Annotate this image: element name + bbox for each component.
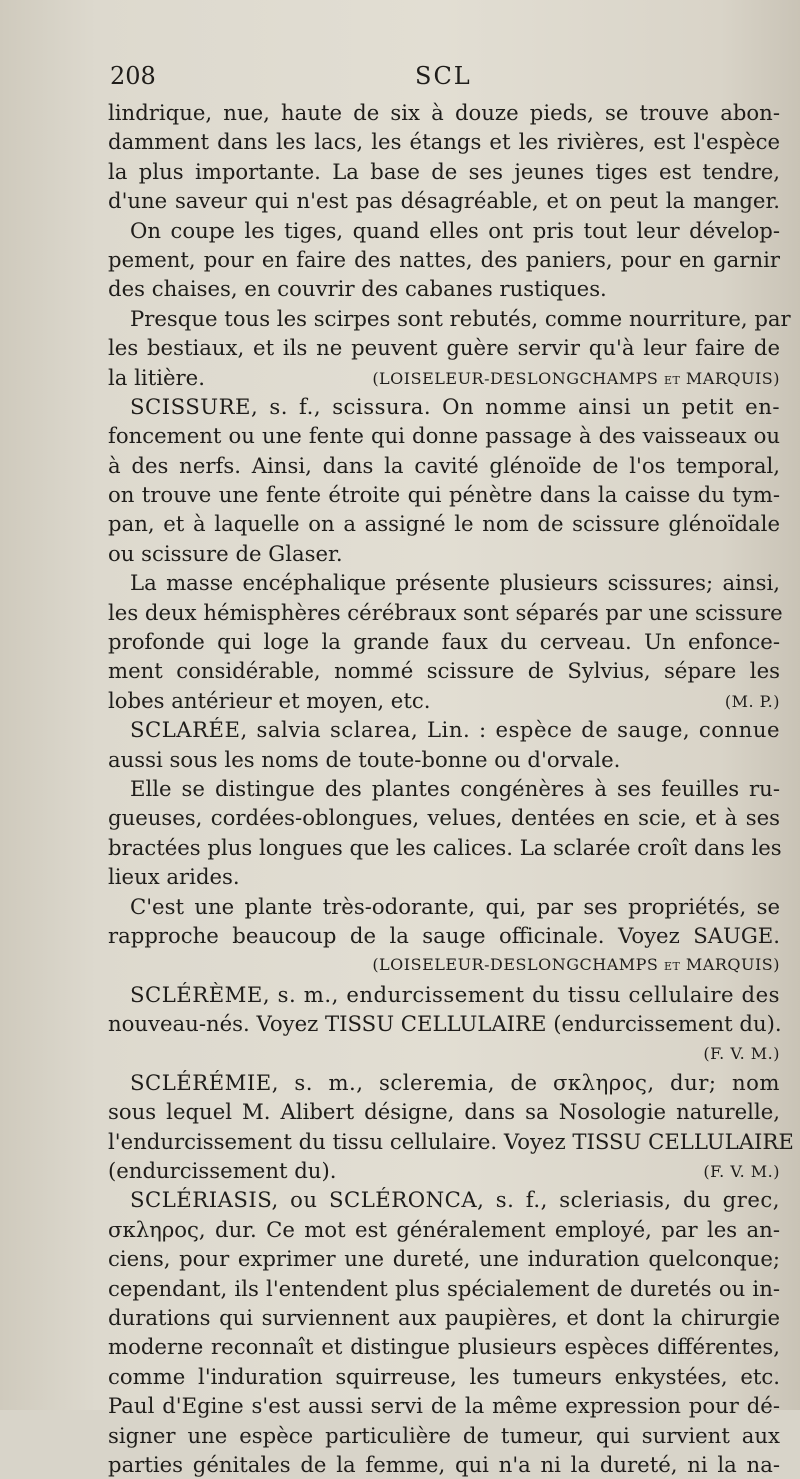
text-line: La masse encéphalique présente plusieurs scissures; ainsi, bbox=[130, 570, 780, 596]
text-line: ment considérable, nommé scissure de Sylvius, sépare les bbox=[108, 658, 780, 684]
running-head: SCL bbox=[415, 62, 472, 90]
page-number: 208 bbox=[110, 62, 156, 90]
text-line: nouveau-nés. Voyez TISSU CELLULAIRE (endurcissement du). bbox=[108, 1011, 782, 1037]
text-line: rapproche beaucoup de la sauge officinale. Voyez SAUGE. bbox=[108, 922, 780, 948]
text-line: ciens, pour exprimer une dureté, une induration quelconque; bbox=[108, 1246, 780, 1272]
text-line: moderne reconnaît et distingue plusieurs espèces différentes, bbox=[108, 1334, 780, 1360]
author-attribution: (F. V. M.) bbox=[703, 1162, 780, 1182]
text-line: profonde qui loge la grande faux du cerveau. Un enfonce- bbox=[108, 629, 780, 655]
text-line: On coupe les tiges, quand elles ont pris tout leur dévelop- bbox=[130, 217, 780, 243]
entry-heading-line: SCLÉRÉMIE, s. m., scleremia, de σκληρος, dur; nom bbox=[130, 1069, 780, 1095]
text-line-start: (endurcissement du). bbox=[108, 1158, 337, 1184]
author-attribution: (LOISELEUR-DESLONGCHAMPS et MARQUIS) bbox=[372, 955, 780, 975]
text-line: d'une saveur qui n'est pas désagréable, et on peut la manger. bbox=[108, 188, 780, 214]
text-line: cependant, ils l'entendent plus spécialement de duretés ou in- bbox=[108, 1275, 780, 1301]
text-line: σκληρος, dur. Ce mot est généralement employé, par les an- bbox=[108, 1216, 780, 1242]
text-line: lieux arides. bbox=[108, 864, 240, 890]
text-line: à des nerfs. Ainsi, dans la cavité glénoïde de l'os temporal, bbox=[108, 452, 780, 478]
text-line: sous lequel M. Alibert désigne, dans sa Nosologie naturelle, bbox=[108, 1099, 780, 1125]
text-line: la plus importante. La base de ses jeunes tiges est tendre, bbox=[108, 158, 780, 184]
text-line: on trouve une fente étroite qui pénètre dans la caisse du tym- bbox=[108, 482, 780, 508]
text-line: aussi sous les noms de toute-bonne ou d'orvale. bbox=[108, 746, 621, 772]
entry-heading-line: SCLÉRÈME, s. m., endurcissement du tissu cellulaire des bbox=[130, 981, 780, 1007]
author-attribution: (LOISELEUR-DESLONGCHAMPS et MARQUIS) bbox=[372, 368, 780, 388]
text-line: pan, et à laquelle on a assigné le nom de scissure glénoïdale bbox=[108, 511, 780, 537]
text-line bbox=[108, 686, 780, 715]
text-line: lindrique, nue, haute de six à douze pieds, se trouve abon- bbox=[108, 100, 780, 125]
text-line: bractées plus longues que les calices. La sclarée croît dans les bbox=[108, 834, 782, 860]
text-line: ou scissure de Glaser. bbox=[108, 540, 343, 566]
text-line-start: la litière. bbox=[108, 364, 205, 390]
text-line: parties génitales de la femme, qui n'a ni la dureté, ni la na- bbox=[108, 1451, 780, 1477]
text-line: durations qui surviennent aux paupières, et dont la chirurgie bbox=[108, 1305, 780, 1331]
entry-heading-line: SCLARÉE, salvia sclarea, Lin. : espèce de sauge, connue bbox=[130, 717, 780, 743]
text-line: comme l'induration squirreuse, les tumeurs enkystées, etc. bbox=[108, 1363, 780, 1389]
text-line: Paul d'Egine s'est aussi servi de la même expression pour dé- bbox=[108, 1393, 780, 1419]
entry-heading-line: SCLÉRIASIS, ou SCLÉRONCA, s. f., scleriasis, du grec, bbox=[130, 1187, 780, 1213]
text-line: signer une espèce particulière de tumeur, qui survient aux bbox=[108, 1422, 780, 1448]
text-line: gueuses, cordées-oblongues, velues, dentées en scie, et à ses bbox=[108, 805, 780, 831]
text-line: les deux hémisphères cérébraux sont séparés par une scissure bbox=[108, 599, 783, 625]
text-line: l'endurcissement du tissu cellulaire. Voyez TISSU CELLULAIRE bbox=[108, 1128, 794, 1154]
text-line: foncement ou une fente qui donne passage à des vaisseaux ou bbox=[108, 423, 780, 449]
text-line-start: lobes antérieur et moyen, etc. bbox=[108, 687, 431, 713]
text-line: les bestiaux, et ils ne peuvent guère servir qu'à leur faire de bbox=[108, 335, 780, 361]
text-line: C'est une plante très-odorante, qui, par ses propriétés, se bbox=[130, 893, 780, 919]
text-line: Presque tous les scirpes sont rebutés, comme nourriture, par bbox=[130, 305, 791, 331]
text-line: Elle se distingue des plantes congénères à ses feuilles ru- bbox=[130, 775, 780, 801]
author-attribution: (F. V. M.) bbox=[703, 1043, 780, 1063]
page-header bbox=[110, 62, 690, 96]
text-line bbox=[108, 1156, 780, 1185]
text-line bbox=[108, 363, 780, 392]
entry-heading-line: SCISSURE, s. f., scissura. On nomme ainsi un petit en- bbox=[130, 393, 780, 419]
text-line: damment dans les lacs, les étangs et les rivières, est l'espèce bbox=[108, 129, 780, 155]
text-line: pement, pour en faire des nattes, des paniers, pour en garnir bbox=[108, 246, 780, 272]
text-line: des chaises, en couvrir des cabanes rustiques. bbox=[108, 276, 607, 302]
author-attribution: (M. P.) bbox=[724, 691, 780, 711]
body-text bbox=[108, 98, 794, 1479]
